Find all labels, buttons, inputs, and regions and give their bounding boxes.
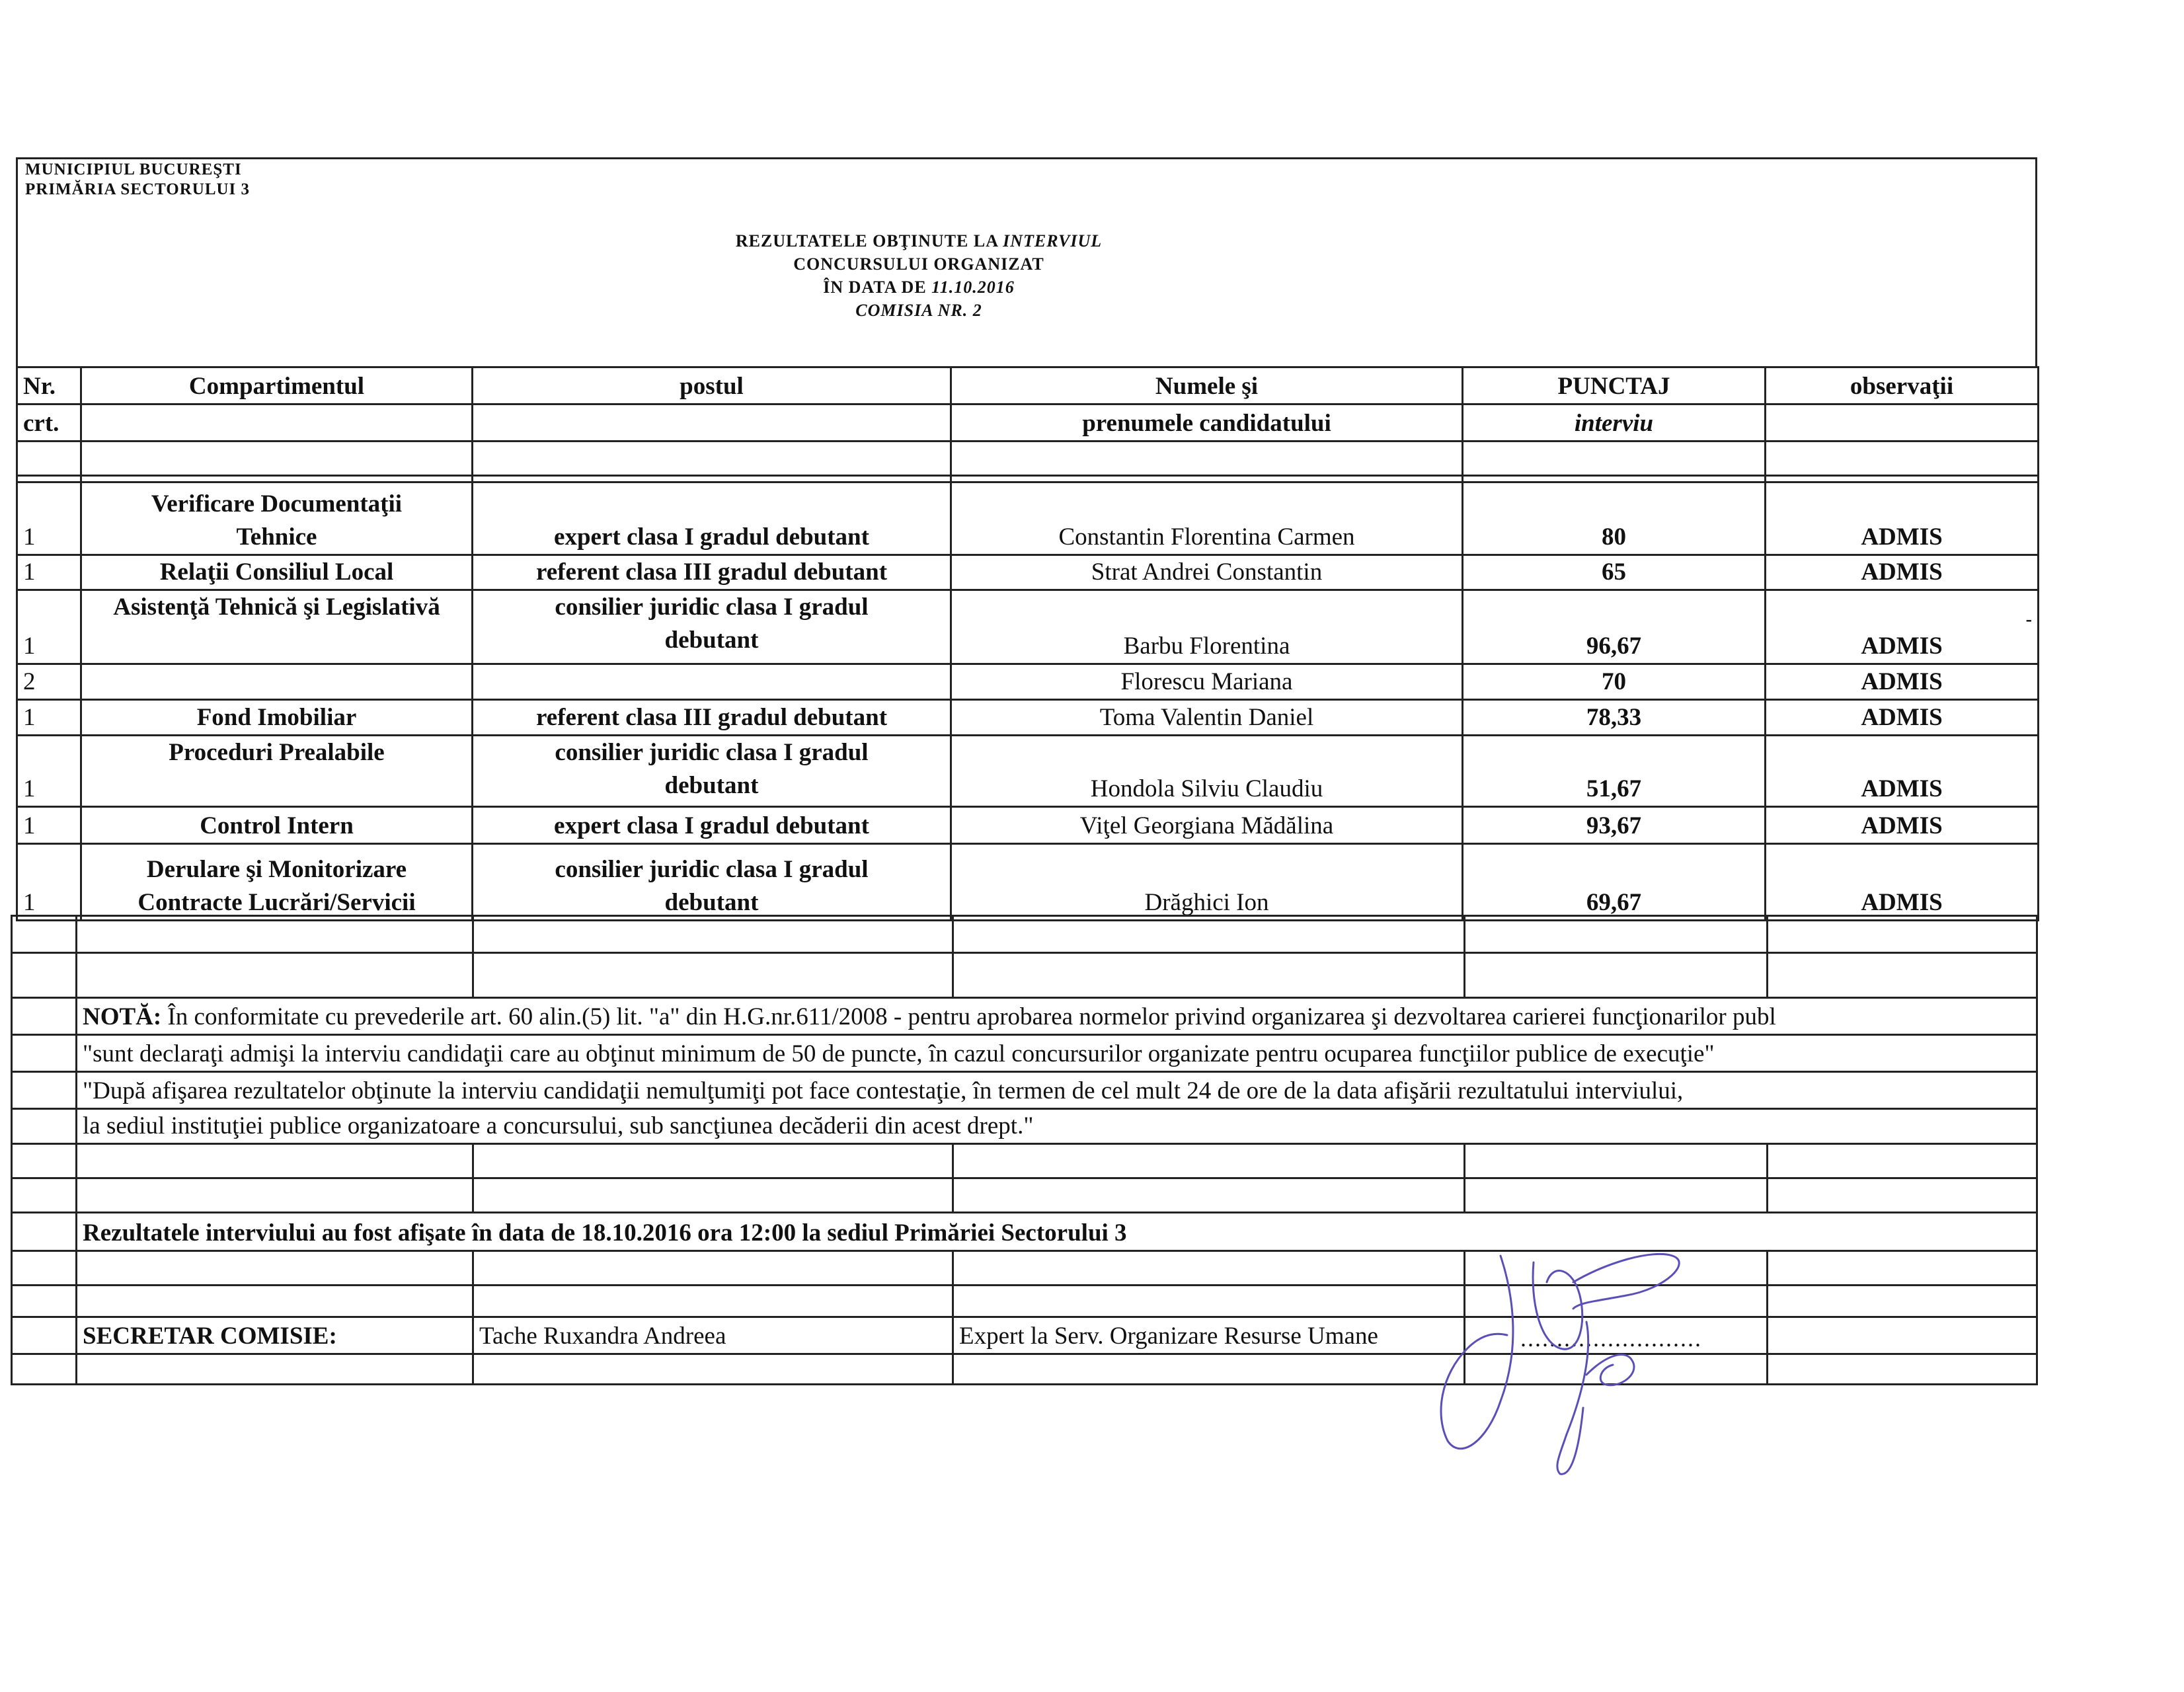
col-punctaj: PUNCTAJ <box>1463 367 1766 404</box>
row-punctaj: 78,33 <box>1463 700 1766 736</box>
row-nume: Strat Andrei Constantin <box>951 555 1463 590</box>
secretar-row <box>12 1317 2037 1354</box>
row-nr: 1 <box>17 844 81 921</box>
comp-line-2: Tehnice <box>236 523 317 551</box>
row-nr: 1 <box>17 590 81 664</box>
title-prefix: REZULTATELE OBŢINUTE LA <box>735 231 1003 250</box>
row-nume: Toma Valentin Daniel <box>951 700 1463 736</box>
table-row <box>17 736 2039 807</box>
note-row <box>12 1072 2037 1109</box>
signature-stroke <box>1573 1254 1679 1309</box>
title-line-1 <box>397 231 1441 251</box>
row-post <box>473 844 951 921</box>
row-obs <box>1766 590 2039 664</box>
row-punctaj: 70 <box>1463 664 1766 700</box>
col-nume-2: prenumele candidatului <box>951 404 1463 442</box>
note-line-4: la sediul instituţiei publice organizatoare a concursului, sub sancţiunea decăderii din acest drept." <box>77 1109 2037 1144</box>
row-nume: Florescu Mariana <box>951 664 1463 700</box>
org-line-2: PRIMĂRIA SECTORULUI 3 <box>25 180 251 198</box>
signature-stroke <box>1557 1322 1588 1474</box>
row-compartiment <box>81 664 473 700</box>
note-row <box>12 998 2037 1035</box>
signature-stroke <box>1586 1355 1634 1385</box>
row-post <box>473 590 951 664</box>
empty-cell <box>473 404 951 442</box>
empty-cell <box>81 404 473 442</box>
title-line-3 <box>397 278 1441 297</box>
row-nume: Drăghici Ion <box>951 844 1463 921</box>
row-obs: ADMIS <box>1766 700 2039 736</box>
note-line-1 <box>77 998 2037 1035</box>
col-nr: Nr. <box>17 367 81 404</box>
row-punctaj: 69,67 <box>1463 844 1766 921</box>
note-row <box>12 1035 2037 1072</box>
spacer-row <box>17 442 2039 476</box>
signature-dots: ......................... <box>1520 1325 1702 1352</box>
note-label: NOTĂ: <box>83 1003 162 1030</box>
spacer-row <box>12 1144 2037 1178</box>
spacer-row <box>17 476 2039 482</box>
row-nume: Viţel Georgiana Mădălina <box>951 807 1463 844</box>
notes-table <box>11 915 2038 1385</box>
row-obs: ADMIS <box>1766 555 2039 590</box>
row-compartiment <box>81 844 473 921</box>
obs-mark: - <box>2025 609 2032 630</box>
row-post: expert clasa I gradul debutant <box>473 807 951 844</box>
row-compartiment: Fond Imobiliar <box>81 700 473 736</box>
row-compartiment: Relaţii Consiliul Local <box>81 555 473 590</box>
row-nr: 1 <box>17 482 81 555</box>
row-compartiment <box>81 482 473 555</box>
afisare-row <box>12 1213 2037 1251</box>
signature-stroke <box>1441 1256 1513 1449</box>
header-row-1 <box>17 367 2039 404</box>
comp-line-1: Derulare şi Monitorizare <box>146 856 407 883</box>
title-line-2: CONCURSULUI ORGANIZAT <box>793 254 1044 274</box>
spacer-row <box>12 916 2037 953</box>
table-row <box>17 590 2039 664</box>
row-compartiment: Proceduri Prealabile <box>81 736 473 807</box>
org-line-1: MUNICIPIUL BUCUREŞTI <box>25 161 242 178</box>
row-punctaj: 65 <box>1463 555 1766 590</box>
row-obs: ADMIS <box>1766 482 2039 555</box>
table-row <box>17 807 2039 844</box>
col-punctaj-2: interviu <box>1463 404 1766 442</box>
row-punctaj: 80 <box>1463 482 1766 555</box>
title-date: 11.10.2016 <box>931 278 1015 297</box>
row-nr: 1 <box>17 700 81 736</box>
row-obs: ADMIS <box>1766 844 2039 921</box>
empty-cell <box>1766 404 2039 442</box>
spacer-row <box>12 1354 2037 1385</box>
obs-value: ADMIS <box>1861 633 1943 660</box>
comp-line-2: Contracte Lucrări/Servicii <box>137 889 416 916</box>
spacer-row <box>12 1178 2037 1213</box>
row-nr: 1 <box>17 807 81 844</box>
row-obs: ADMIS <box>1766 736 2039 807</box>
note-row <box>12 1109 2037 1144</box>
post-line-1: consilier juridic clasa I gradul <box>555 739 869 766</box>
row-compartiment: Asistenţă Tehnică şi Legislativă <box>81 590 473 664</box>
col-observatii: observaţii <box>1766 367 2039 404</box>
row-nume: Constantin Florentina Carmen <box>951 482 1463 555</box>
row-punctaj: 93,67 <box>1463 807 1766 844</box>
row-post <box>473 664 951 700</box>
results-table <box>16 366 2039 921</box>
post-line-1: consilier juridic clasa I gradul <box>555 856 869 883</box>
row-compartiment: Control Intern <box>81 807 473 844</box>
col-nr-2: crt. <box>17 404 81 442</box>
row-post: referent clasa III gradul debutant <box>473 700 951 736</box>
row-nr: 1 <box>17 555 81 590</box>
title-date-prefix: ÎN DATA DE <box>823 278 932 297</box>
signature-stroke <box>1533 1262 1582 1349</box>
row-post <box>473 736 951 807</box>
col-compartiment: Compartimentul <box>81 367 473 404</box>
row-nume: Barbu Florentina <box>951 590 1463 664</box>
spacer-row <box>12 953 2037 998</box>
note-text-1: În conformitate cu prevederile art. 60 alin.(5) lit. "a" din H.G.nr.611/2008 - pentru aprobarea normelor privind organizarea şi dezvoltarea carierei funcţionarilor publ <box>161 1003 1776 1030</box>
signature-graphic <box>1415 1243 1705 1480</box>
table-row <box>17 700 2039 736</box>
spacer-row <box>12 1251 2037 1286</box>
row-obs: ADMIS <box>1766 664 2039 700</box>
secretar-role: Expert la Serv. Organizare Resurse Umane <box>953 1317 1465 1354</box>
row-nr: 1 <box>17 736 81 807</box>
table-row <box>17 844 2039 921</box>
secretar-label: SECRETAR COMISIE: <box>77 1317 473 1354</box>
row-obs: ADMIS <box>1766 807 2039 844</box>
col-nume: Numele şi <box>951 367 1463 404</box>
afisare-text: Rezultatele interviului au fost afişate în data de 18.10.2016 ora 12:00 la sediul Primăriei Sectorului 3 <box>77 1213 2037 1251</box>
row-nr: 2 <box>17 664 81 700</box>
secretar-name: Tache Ruxandra Andreea <box>473 1317 953 1354</box>
title-line-4: COMISIA NR. 2 <box>855 301 982 320</box>
row-punctaj: 51,67 <box>1463 736 1766 807</box>
note-line-3: "După afişarea rezultatelor obţinute la interviu candidaţii nemulţumiţi pot face contestaţie, în termen de cel mult 24 de ore de la data afişării rezultatului interviului, <box>77 1072 2037 1109</box>
post-line-2: debutant <box>664 627 759 654</box>
row-post: referent clasa III gradul debutant <box>473 555 951 590</box>
table-row <box>17 482 2039 555</box>
post-line-1: consilier juridic clasa I gradul <box>555 594 869 621</box>
table-row <box>17 555 2039 590</box>
spacer-row <box>12 1286 2037 1317</box>
header-row-2 <box>17 404 2039 442</box>
row-nume: Hondola Silviu Claudiu <box>951 736 1463 807</box>
post-line-2: debutant <box>664 772 759 799</box>
title-emphasis: INTERVIUL <box>1003 231 1103 250</box>
row-post: expert clasa I gradul debutant <box>473 482 951 555</box>
comp-line-1: Verificare Documentaţii <box>151 490 403 518</box>
col-postul: postul <box>473 367 951 404</box>
row-punctaj: 96,67 <box>1463 590 1766 664</box>
table-row <box>17 664 2039 700</box>
note-line-2: "sunt declaraţi admişi la interviu candidaţii care au obţinut minimum de 50 de puncte, în cazul concursurilor organizate pentru ocuparea funcţiilor publice de execuţie" <box>77 1035 2037 1072</box>
post-line-2: debutant <box>664 889 759 916</box>
